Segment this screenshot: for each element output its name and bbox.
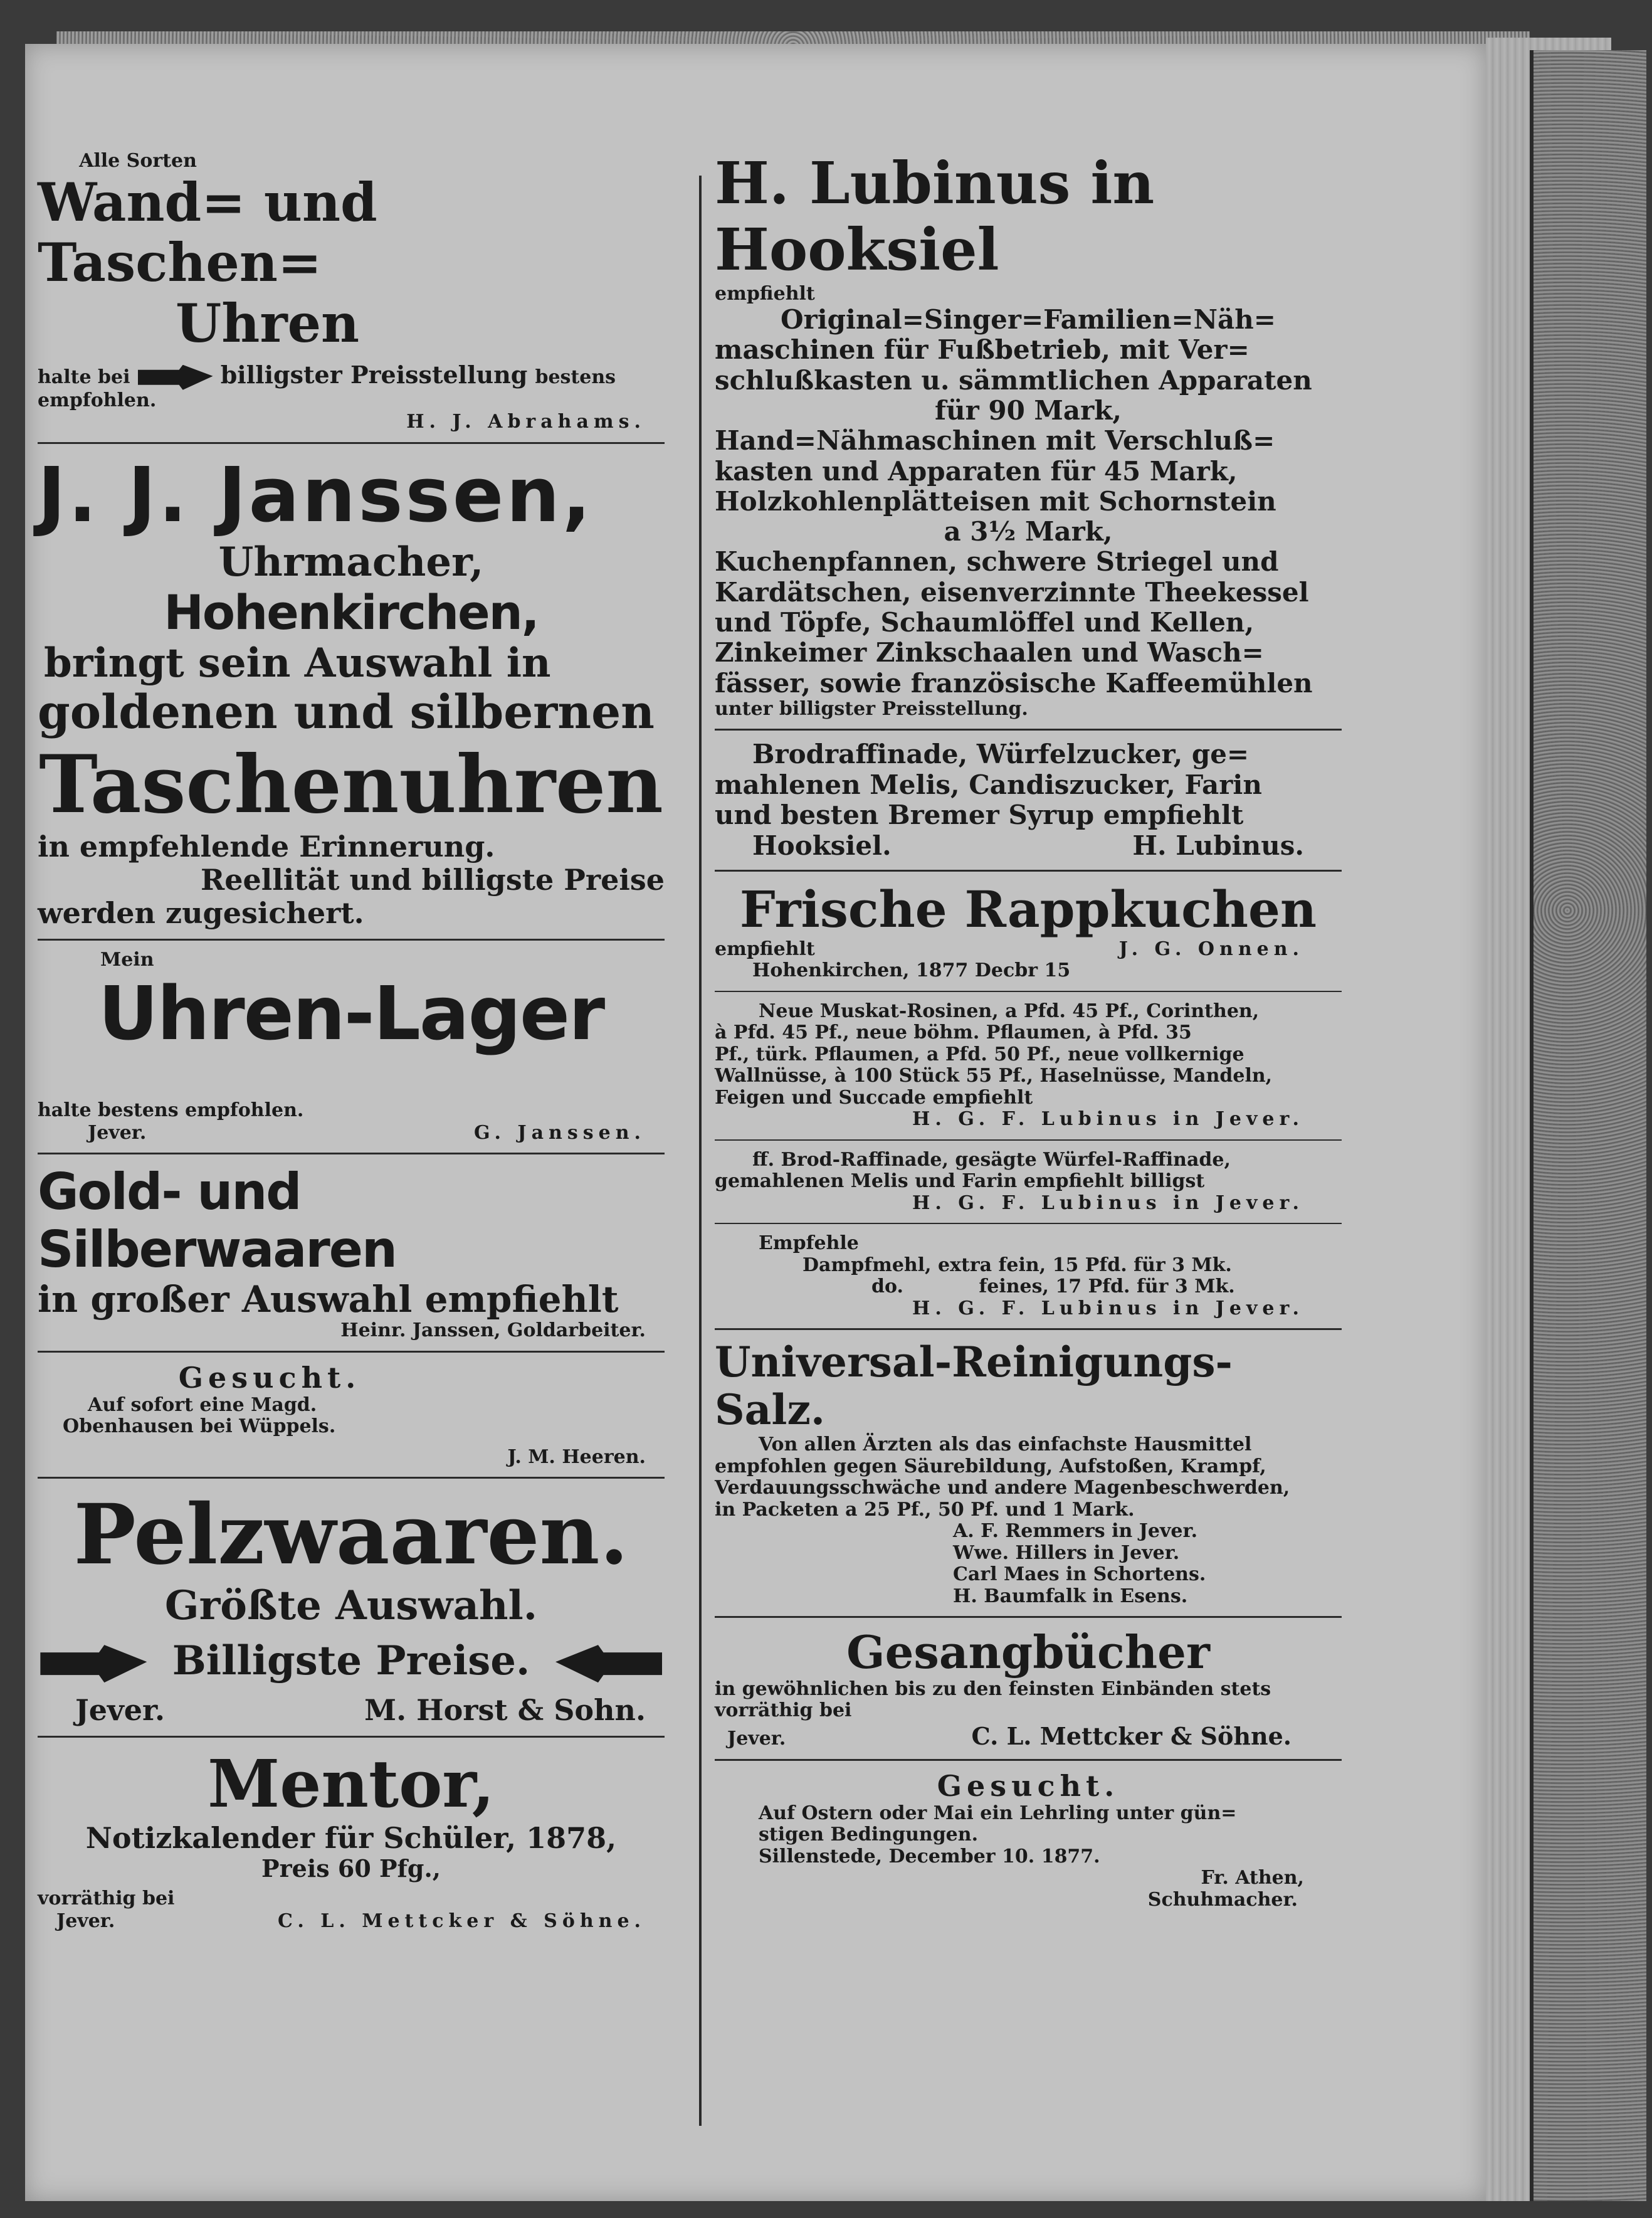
pointing-hand-icon <box>138 365 213 390</box>
ad-janssen-hohenkirchen <box>38 453 665 930</box>
ad-signature: Heinr. Janssen, Goldarbeiter. <box>340 1319 646 1342</box>
book-cover-right-edge <box>1530 50 1646 2201</box>
ad-line-2: vorräthig bei <box>715 1699 852 1722</box>
ad-pelzwaaren <box>38 1487 665 1727</box>
ad-seller: Carl Maes in Schortens. <box>953 1563 1206 1586</box>
ad-zucker <box>715 739 1342 861</box>
ad-line-2-row <box>38 1638 665 1685</box>
ad-gold-silberwaaren <box>38 1163 665 1342</box>
ad-signature: Fr. Athen, <box>1201 1867 1304 1889</box>
ad-separator <box>715 1759 1342 1761</box>
ad-line: gemahlenen Melis und Farin empfiehlt billigst <box>715 1170 1205 1193</box>
ad-signature-2: Schuhmacher. <box>1147 1888 1298 1911</box>
ad-line-3: vorräthig bei <box>38 1888 175 1910</box>
ad-line: Größte Auswahl. <box>164 1582 538 1630</box>
ad-reinigungs-salz <box>715 1339 1342 1607</box>
ad-line: in großer Auswahl empfiehlt <box>38 1277 619 1321</box>
ad-line: empfohlen gegen Säurebildung, Aufstoßen, Krampf, <box>715 1455 1266 1477</box>
ad-line: für 90 Mark, <box>935 394 1122 426</box>
ad-footer <box>715 1722 1342 1750</box>
ad-place: Jever. <box>75 1693 166 1728</box>
ad-separator <box>715 1616 1342 1618</box>
ad-line: Dampfmehl, extra fein, 15 Pfd. für 3 Mk. <box>802 1254 1232 1276</box>
ad-signature: H. G. F. Lubinus in Jever. <box>912 1297 1304 1319</box>
ad-role: Uhrmacher, <box>218 538 484 586</box>
ad-line-2: Obenhausen bei Wüppels. <box>63 1415 336 1438</box>
ad-signature: H. G. F. Lubinus in Jever. <box>912 1108 1304 1131</box>
ad-line: Original=Singer=Familien=Näh= <box>781 304 1276 335</box>
ad-signature: H. J. Abrahams. <box>406 411 646 433</box>
ad-line: Zinkeimer Zinkschaalen und Wasch= <box>715 637 1264 668</box>
ad-rosinen <box>715 1001 1342 1131</box>
ad-line: Brodraffinade, Würfelzucker, ge= <box>752 739 1250 770</box>
ad-line: kasten und Apparaten für 45 Mark, <box>715 455 1238 487</box>
ad-line: Von allen Ärzten als das einfachste Hausmittel <box>759 1434 1252 1456</box>
ad-signature: M. Horst & Sohn. <box>364 1693 646 1728</box>
ad-footer: unter billigster Preisstellung. <box>715 697 1028 720</box>
ad-headline: Uhren-Lager <box>98 969 604 1057</box>
ad-line: und Töpfe, Schaumlöffel und Kellen, <box>715 607 1255 638</box>
ad-signature: H. G. F. Lubinus in Jever. <box>912 1191 1304 1214</box>
ad-gesucht-magd <box>38 1361 665 1468</box>
ad-headline: Wand= und Taschen= <box>38 171 377 294</box>
ad-line: in Packeten a 25 Pf., 50 Pf. und 1 Mark. <box>715 1498 1135 1521</box>
ad-separator <box>38 1351 665 1353</box>
ad-signature: J. G. Onnen. <box>1118 938 1304 961</box>
ad-separator <box>715 991 1342 992</box>
ad-signature: G. Janssen. <box>473 1121 646 1144</box>
ad-separator <box>715 1139 1342 1141</box>
ad-line: Auf Ostern oder Mai ein Lehrling unter gün= <box>759 1802 1237 1824</box>
ad-separator <box>38 442 665 444</box>
ad-line: ff. Brod-Raffinade, gesägte Würfel-Raffinade, <box>752 1148 1231 1171</box>
ad-line-2: stigen Bedingungen. <box>759 1824 979 1846</box>
ad-line: Kardätschen, eisenverzinnte Theekessel <box>715 576 1309 608</box>
ad-gesucht-lehrling <box>715 1770 1342 1911</box>
ad-dampfmehl <box>715 1233 1342 1319</box>
ad-brod-raffinade <box>715 1149 1342 1215</box>
ad-line: bringt sein Auswahl in <box>44 639 551 687</box>
ad-line-5: werden zugesichert. <box>38 896 364 931</box>
ad-footer <box>38 1910 665 1932</box>
ad-gesangbuecher <box>715 1627 1342 1750</box>
ad-intro: empfiehlt <box>715 938 815 961</box>
pointing-hand-icon-left <box>555 1645 662 1682</box>
ad-headline-2: Taschenuhren <box>39 738 663 832</box>
ad-separator <box>715 1328 1342 1330</box>
ad-line: à Pfd. 45 Pf., neue böhm. Pflaumen, à Pfd. 35 <box>715 1022 1192 1044</box>
ad-line: Feigen und Succade empfiehlt <box>715 1086 1033 1109</box>
ad-dateline: Hohenkirchen, 1877 Decbr 15 <box>752 959 1071 982</box>
ad-mentor <box>38 1746 665 1932</box>
ad-signature: J. M. Heeren. <box>507 1445 646 1468</box>
ad-line-3: in empfehlende Erinnerung. <box>38 830 495 864</box>
ad-line: und besten Bremer Syrup empfiehlt <box>715 800 1244 831</box>
ad-footer <box>38 1684 665 1727</box>
ad-line: Wallnüsse, à 100 Stück 55 Pf., Haselnüsse, Mandeln, <box>715 1065 1273 1087</box>
ad-line: Hand=Nähmaschinen mit Verschluß= <box>715 425 1275 457</box>
ad-line: schlußkasten u. sämmtlichen Apparaten <box>715 364 1312 396</box>
ad-seller: Wwe. Hillers in Jever. <box>953 1541 1180 1564</box>
ad-line-2: goldenen und silbernen <box>38 685 655 740</box>
ad-line: Holzkohlenplätteisen mit Schornstein <box>715 485 1276 517</box>
ad-intro: Empfehle <box>759 1232 859 1255</box>
ad-signature: C. L. Mettcker & Söhne. <box>971 1721 1292 1750</box>
ad-intro: Alle Sorten <box>79 150 197 172</box>
ad-headline: Gesucht. <box>937 1768 1120 1803</box>
ad-uhren-lager <box>38 949 665 1144</box>
ad-place: Jever. <box>56 1909 115 1932</box>
ad-line: Auf sofort eine Magd. <box>88 1393 317 1416</box>
ad-intro: empfiehlt <box>715 282 815 305</box>
ad-headline: Gesucht. <box>178 1360 361 1395</box>
ad-line: halte bestens empfohlen. <box>38 1099 304 1122</box>
ad-headline: Gesangbücher <box>846 1625 1210 1679</box>
ad-place: Jever. <box>88 1121 147 1144</box>
ad-line: maschinen für Fußbetrieb, mit Ver= <box>715 334 1250 366</box>
ad-signature: C. L. Mettcker & Söhne. <box>278 1909 646 1932</box>
left-column <box>38 151 665 1932</box>
ad-line: Verdauungsschwäche und andere Magenbeschwerden, <box>715 1477 1290 1499</box>
ad-line: in gewöhnlichen bis zu den feinsten Einbänden stets <box>715 1677 1271 1700</box>
ad-headline: H. Lubinus in Hooksiel <box>715 149 1155 283</box>
ad-separator <box>715 729 1342 731</box>
ad-line: fässer, sowie französische Kaffeemühlen <box>715 667 1313 699</box>
ad-offer-line: halte bei billigster Preisstellung bestens <box>38 361 616 389</box>
ad-headline: J. J. Janssen, <box>38 452 594 539</box>
ad-line-2: Preis 60 Pfg., <box>261 1854 441 1883</box>
ad-seller: H. Baumfalk in Esens. <box>953 1585 1188 1607</box>
ad-headline: Universal-Reinigungs-Salz. <box>715 1338 1233 1435</box>
ad-separator <box>38 939 665 941</box>
ad-line: a 3½ Mark, <box>944 516 1113 547</box>
ad-headline: Mentor, <box>208 1745 495 1823</box>
column-divider <box>699 176 702 2126</box>
ad-intro: Mein <box>100 949 154 971</box>
ad-intro-row <box>715 938 1342 960</box>
right-column <box>715 151 1342 1911</box>
ad-line: Pf., türk. Pflaumen, a Pfd. 50 Pf., neue vollkernige <box>715 1043 1244 1065</box>
ad-place: Hohenkirchen, <box>164 584 539 641</box>
ad-separator <box>38 1477 665 1479</box>
ad-line-2: do. feines, 17 Pfd. für 3 Mk. <box>871 1275 1235 1298</box>
ad-lubinus-hooksiel <box>715 151 1342 720</box>
ad-footer <box>38 1122 665 1144</box>
ad-separator <box>38 1153 665 1154</box>
ad-line-4: Reellität und billigste Preise <box>201 863 665 897</box>
ad-headline-2: Uhren <box>176 292 360 354</box>
ad-offer-line-2: empfohlen. <box>38 389 157 411</box>
ad-signature: H. Lubinus. <box>1132 830 1304 862</box>
ad-line-2: Billigste Preise. <box>172 1637 530 1684</box>
ad-line: mahlenen Melis, Candiszucker, Farin <box>715 769 1262 800</box>
ad-footer <box>715 830 1342 861</box>
ad-line: Kuchenpfannen, schwere Striegel und <box>715 546 1279 578</box>
ad-separator <box>715 870 1342 872</box>
ad-dateline: Sillenstede, December 10. 1877. <box>759 1845 1100 1867</box>
ad-seller: A. F. Remmers in Jever. <box>953 1520 1198 1543</box>
ad-place: Hooksiel. <box>752 830 892 862</box>
ad-rappkuchen <box>715 880 1342 982</box>
ad-separator <box>38 1736 665 1738</box>
ad-uhren-abrahams <box>38 151 665 433</box>
ad-line: Notizkalender für Schüler, 1878, <box>85 1820 617 1855</box>
ad-headline: Frische Rappkuchen <box>739 880 1317 939</box>
pointing-hand-icon <box>40 1645 147 1682</box>
ad-separator <box>715 1223 1342 1224</box>
ad-place: Jever. <box>727 1727 786 1750</box>
ad-line: Neue Muskat-Rosinen, a Pfd. 45 Pf., Corinthen, <box>759 1000 1260 1022</box>
ad-headline: Gold- und Silberwaaren <box>38 1162 396 1279</box>
ad-headline: Pelzwaaren. <box>73 1486 629 1584</box>
